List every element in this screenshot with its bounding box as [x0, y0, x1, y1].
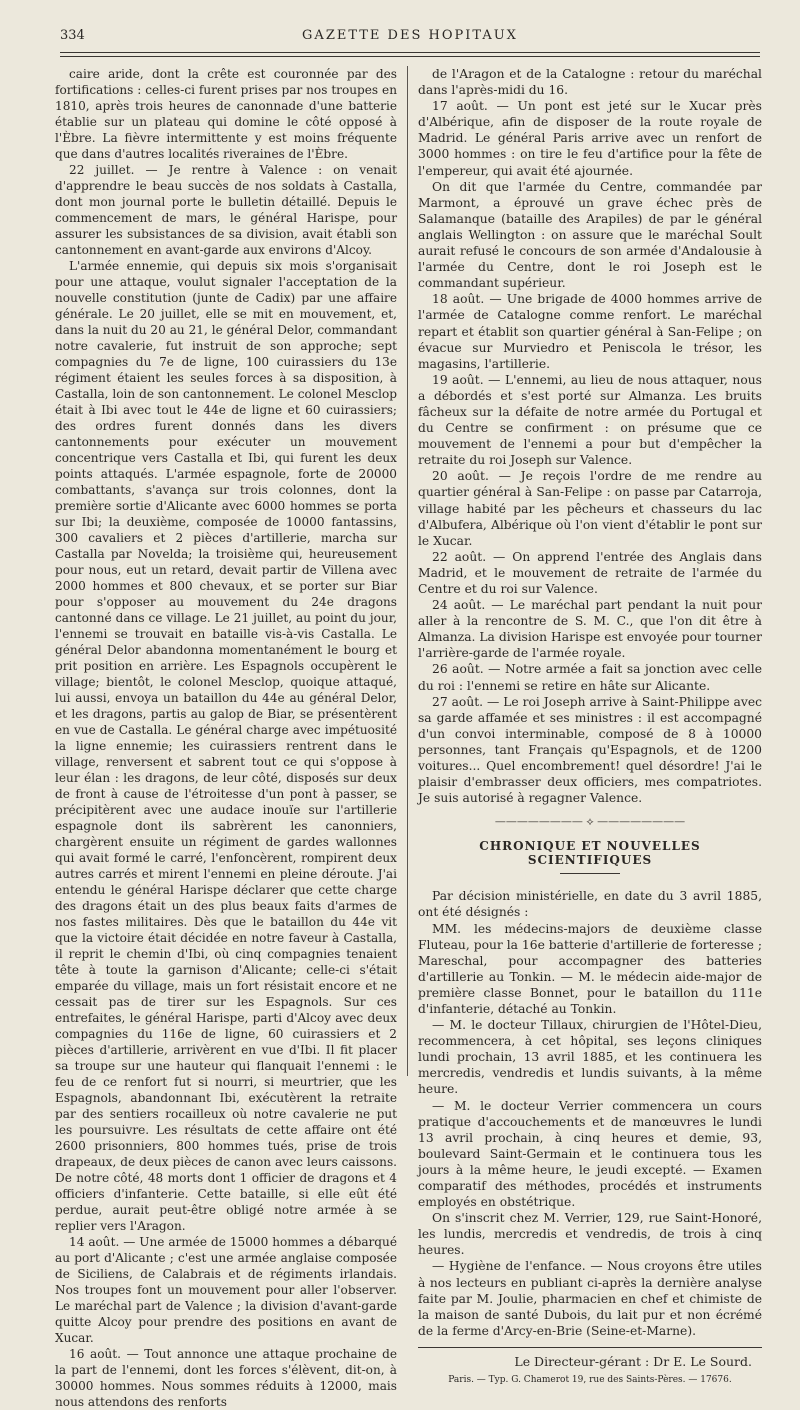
paragraph: 22 juillet. — Je rentre à Valence : on venait d'apprendre le beau succès de nos soldats à Castalla, dont mon journal porte le bulletin détaillé. Depuis le commencement de mars, le général Harispe, pour assurer les subsistances de sa division, avait établi son cantonnement en avant-garde aux environs d'Alcoy. — [55, 163, 397, 257]
paragraph: 16 août. — Tout annonce une attaque prochaine de la part de l'ennemi, dont les forces s'élèvent, dit-on, à 30000 hommes. Nous sommes réduits à 12000, mais nous attendons des renforts — [55, 1347, 397, 1409]
left-column — [55, 66, 397, 1409]
paragraph: — M. le docteur Tillaux, chirurgien de l'Hôtel-Dieu, recommencera, à cet hôpital, ses leçons cliniques lundi prochain, 13 avril 1885, et les continuera les mercredis, vendredis et lundis suivants, à la même heure. — [418, 1018, 762, 1097]
paragraph: Par décision ministérielle, en date du 3 avril 1885, ont été désignés : — [418, 889, 762, 920]
paragraph: 20 août. — Je reçois l'ordre de me rendre au quartier général à San-Felipe : on passe par Catarroja, village habité par les pêcheurs et chasseurs du lac d'Albufera, Albérique où l'on vient d'établir le pont sur le Xucar. — [418, 469, 762, 548]
page-number: 334 — [60, 28, 85, 43]
paragraph: 17 août. — Un pont est jeté sur le Xucar près d'Albérique, afin de disposer de la route royale de Madrid. Le général Paris arrive avec un renfort de 3000 hommes : on tire le feu d'artifice pour la fête de l'empereur, qui avait été ajournée. — [418, 99, 762, 178]
header-rule — [60, 56, 760, 57]
column-divider — [407, 66, 408, 1076]
paragraph: 18 août. — Une brigade de 4000 hommes arrive de l'armée de Catalogne comme renfort. Le maréchal repart et établit son quartier général à San-Felipe ; on évacue sur Murviedro et Peniscola le trésor, les magasins, l'artillerie. — [418, 292, 762, 371]
paragraph: 27 août. — Le roi Joseph arrive à Saint-Philippe avec sa garde affamée et ses ministres : il est accompagné d'un convoi interminable, composé de 8 à 10000 personnes, tant Français qu'Espagnols, et de 1200 voitures... Quel encombrement! quel désordre! J'ai le plaisir d'embrasser deux officiers, mes compatriotes. Je suis autorisé à regagner Valence. — [418, 694, 762, 806]
paragraph: 19 août. — L'ennemi, au lieu de nous attaquer, nous a débordés et s'est porté sur Almanza. Les bruits fâcheux sur la défaite de notre armée du Portugal et du Centre se confirment : on présume que ce mouvement de l'ennemi a pour but d'empêcher la retraite du roi Joseph sur Valence. — [418, 372, 762, 468]
paragraph: 26 août. — Notre armée a fait sa jonction avec celle du roi : l'ennemi se retire en hâte sur Alicante. — [418, 662, 762, 693]
right-column — [418, 66, 762, 1385]
section-ornament: ———————— ⟡ ———————— — [494, 815, 686, 829]
paragraph: On s'inscrit chez M. Verrier, 129, rue Saint-Honoré, les lundis, mercredis et vendredis, de trois à cinq heures. — [418, 1211, 762, 1258]
title-rule — [560, 873, 620, 874]
paragraph: de l'Aragon et de la Catalogne : retour du maréchal dans l'après-midi du 16. — [418, 67, 762, 98]
paragraph: On dit que l'armée du Centre, commandée par Marmont, a éprouvé un grave échec près de Salamanque (bataille des Arapiles) de par le général anglais Wellington : on assure que le maréchal Soult aurait refusé le concours de son armée d'Andalousie à l'armée du Centre, dont le roi Joseph est le commandant supérieur. — [418, 179, 762, 291]
paragraph: 14 août. — Une armée de 15000 hommes a débarqué au port d'Alicante ; c'est une armée anglaise composée de Siciliens, de Calabrais et de régiments irlandais. Nos troupes font un mouvement pour aller l'observer. Le maréchal part de Valence ; la division d'avant-garde quitte Alcoy pour prendre des positions en avant de Xucar. — [55, 1235, 397, 1345]
section-title: CHRONIQUE ET NOUVELLES SCIENTIFIQUES — [479, 839, 701, 868]
header-rule — [60, 52, 760, 53]
paragraph: 24 août. — Le maréchal part pendant la nuit pour aller à la rencontre de S. M. C., que l'on dit être à Almanza. La division Harispe est envoyée pour tourner l'arrière-garde de l'armée royale. — [418, 598, 762, 661]
signature: Le Directeur-gérant : Dr E. Le Sourd. — [514, 1353, 752, 1369]
paragraph: 22 août. — On apprend l'entrée des Anglais dans Madrid, et le mouvement de retraite de l'armée du Centre et du roi sur Valence. — [418, 549, 762, 596]
page-header — [60, 28, 760, 46]
paragraph: MM. les médecins-majors de deuxième classe Fluteau, pour la 16e batterie d'artillerie de forteresse ; Mareschal, pour accompagner des batteries d'artillerie au Tonkin. — M. le médecin aide-major de première classe Bonnet, pour le bataillon du 111e d'infanterie, détaché au Tonkin. — [418, 921, 762, 1016]
paragraph: caire aride, dont la crête est couronnée par des fortifications : celles-ci furent prises par nos troupes en 1810, après trois heures de canonnade d'une batterie établie sur un plateau qui domine le côté opposé à l'Èbre. La fièvre intermittente y est moins fréquente que dans d'autres localités riveraines de l'Èbre. — [55, 67, 397, 161]
paragraph: — M. le docteur Verrier commencera un cours pratique d'accouchements et de manœuvres le lundi 13 avril prochain, à cinq heures et demie, 93, boulevard Saint-Germain et le continuera tous les jours à la même heure, le jeudi excepté. — Examen comparatif des méthodes, procédés et instruments employés en obstétrique. — [418, 1098, 762, 1210]
journal-title: GAZETTE DES HOPITAUX — [302, 28, 518, 43]
paragraph: — Hygiène de l'enfance. — Nous croyons être utiles à nos lecteurs en publiant ci-après la dernière analyse faite par M. Joulie, pharmacien en chef et chimiste de la maison de santé Dubois, du lait pur et non écrémé de la ferme d'Arcy-en-Brie (Seine-et-Marne). — [418, 1259, 762, 1338]
paragraph: L'armée ennemie, qui depuis six mois s'organisait pour une attaque, voulut signaler l'acceptation de la nouvelle constitution (junte de Cadix) par une affaire générale. Le 20 juillet, elle se mit en mouvement, et, dans la nuit du 20 au 21, le général Delor, commandant notre cavalerie, fut instruit de son approche; sept compagnies du 7e de ligne, 100 cuirassiers du 13e régiment étaient les seules forces à sa disposition, à Castalla, loin de son cantonnement. Le colonel Mesclop était à Ibi avec tout le 44e de ligne et 60 cuirassiers; des ordres furent donnés dans les divers cantonnements pour exécuter un mouvement concentrique vers Castalla et Ibi, qui furent les deux points attaqués. L'armée espagnole, forte de 20000 combattants, s'avança sur trois colonnes, dont la première sortie d'Alicante avec 6000 hommes se porta sur Ibi; la deuxième, composée de 10000 fantassins, 300 cavaliers et 2 pièces d'artillerie, marcha sur Castalla par Novelda; la troisième qui, heureusement pour nous, eut un retard, devait partir de Villena avec 2000 hommes et 800 chevaux, et se porter sur Biar pour s'opposer au mouvement du 24e dragons cantonné dans ce village. Le 21 juillet, au point du jour, l'ennemi se trouvait en bataille vis-à-vis Castalla. Le général Delor abandonna momentanément le bourg et prit position en arrière. Les Espagnols occupèrent le village; bientôt, le colonel Mesclop, quoique attaqué, lui aussi, envoya un bataillon du 44e au général Delor, et les dragons, partis au galop de Biar, se présentèrent en vue de Castalla. Le général charge avec impétuosité la ligne ennemie; les cuirassiers rentrent dans le village, renversent et sabrent tout ce qui s'oppose à leur élan : les dragons, de leur côté, disposés sur deux de front à cause de l'étroitesse d'un pont à passer, se précipitèrent avec une audace inouïe sur l'artillerie espagnole dont ils sabrèrent les canonniers, chargèrent ensuite un régiment de gardes wallonnes qui avait formé le carré, l'enfoncèrent, rompirent deux autres carrés et mirent l'ennemi en pleine déroute. J'ai entendu le général Harispe déclarer que cette charge des dragons était un des plus beaux faits d'armes de nos fastes militaires. Dès que le bataillon du 44e vit que la victoire était décidée en notre faveur à Castalla, il reprit le chemin d'Ibi, où cinq compagnies tenaient tête à toute la garnison d'Alicante; celle-ci s'était emparée du village, mais un fort résistait encore et ne cessait pas de tirer sur les Espagnols. Sur ces entrefaites, le général Harispe, parti d'Alcoy avec deux compagnies du 116e de ligne, 60 cuirassiers et 2 pièces d'artillerie, arrivèrent en vue d'Ibi. Il fit placer sa troupe sur une hauteur qui flanquait l'ennemi : le feu de ce renfort fut si nourri, si meurtrier, que les Espagnols, abandonnant Ibi, exécutèrent la retraite par des sentiers rocailleux où notre cavalerie ne put les poursuivre. Les résultats de cette affaire ont été 2600 prisonniers, 800 hommes tués, prise de trois drapeaux, de deux pièces de canon avec leurs caissons. De notre côté, 48 morts dont 1 officier de dragons et 4 officiers d'infanterie. Cette bataille, si elle eût été perdue, aurait peut-être obligé notre armée à se replier vers l'Aragon. — [55, 259, 397, 1233]
signature-rule — [418, 1347, 762, 1348]
printer-imprint: Paris. — Typ. G. Chamerot 19, rue des Saints-Pères. — 17676. — [448, 1374, 732, 1385]
